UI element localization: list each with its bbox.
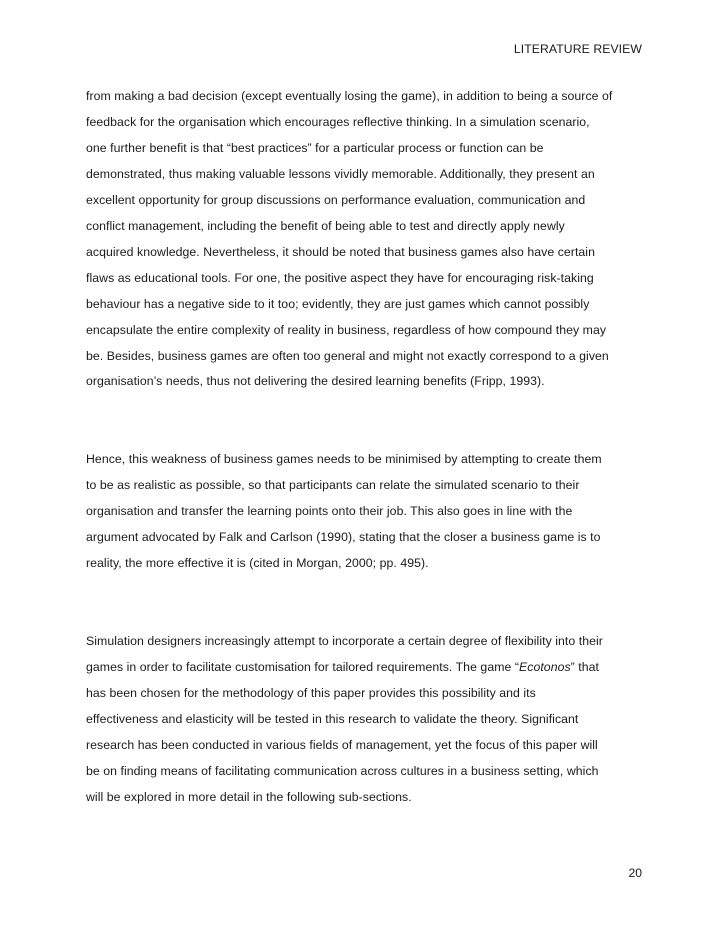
text-line: be on finding means of facilitating communication across cultures in a business setting, which (86, 763, 599, 778)
text-segment: games in order to facilitate customisation for tailored requirements. The game “ (86, 660, 519, 675)
text-segment: ” that (570, 660, 599, 675)
text-line: excellent opportunity for group discussions on performance evaluation, communication and (86, 192, 586, 207)
paragraph-simulation-designers (86, 629, 654, 811)
text-line: organisation’s needs, thus not delivering the desired learning benefits (Fripp, 1993). (86, 374, 545, 389)
text-line: Simulation designers increasingly attempt to incorporate a certain degree of flexibility into their (86, 634, 603, 649)
paragraph-business-games-benefits (86, 84, 654, 395)
running-header: LITERATURE REVIEW (513, 42, 642, 56)
text-line: organisation and transfer the learning points onto their job. This also goes in line with the (86, 504, 573, 519)
text-line: flaws as educational tools. For one, the positive aspect they have for encouraging risk-taking (86, 270, 594, 285)
paragraph-spacer (86, 395, 654, 447)
text-line: behaviour has a negative side to it too; evidently, they are just games which cannot possibly (86, 296, 590, 311)
game-title-italic: Ecotonos (519, 660, 571, 675)
text-line: research has been conducted in various fields of management, yet the focus of this paper will (86, 738, 598, 753)
text-line: one further benefit is that “best practices” for a particular process or function can be (86, 140, 544, 155)
text-line: to be as realistic as possible, so that participants can relate the simulated scenario to their (86, 478, 580, 493)
text-line: Hence, this weakness of business games needs to be minimised by attempting to create them (86, 452, 602, 467)
page-number: 20 (628, 866, 642, 880)
text-line: has been chosen for the methodology of this paper provides this possibility and its (86, 686, 536, 701)
text-line: be. Besides, business games are often too general and might not exactly correspond to a given (86, 348, 609, 363)
text-line: will be explored in more detail in the following sub-sections. (86, 789, 412, 804)
text-line: reality, the more effective it is (cited in Morgan, 2000; pp. 495). (86, 556, 429, 571)
text-line: demonstrated, thus making valuable lessons vividly memorable. Additionally, they present an (86, 166, 595, 181)
text-line: from making a bad decision (except eventually losing the game), in addition to being a source of (86, 89, 613, 103)
text-line: argument advocated by Falk and Carlson (1990), stating that the closer a business game is to (86, 530, 601, 545)
text-line (86, 655, 654, 681)
body-text (86, 84, 654, 811)
text-line: encapsulate the entire complexity of reality in business, regardless of how compound they may (86, 322, 607, 337)
text-line: feedback for the organisation which encourages reflective thinking. In a simulation scenario, (86, 114, 590, 129)
text-line: acquired knowledge. Nevertheless, it should be noted that business games also have certain (86, 244, 595, 259)
paragraph-spacer (86, 577, 654, 629)
text-line: effectiveness and elasticity will be tested in this research to validate the theory. Significant (86, 712, 579, 727)
text-line: conflict management, including the benefit of being able to test and directly apply newly (86, 218, 565, 233)
paragraph-realism (86, 447, 654, 577)
